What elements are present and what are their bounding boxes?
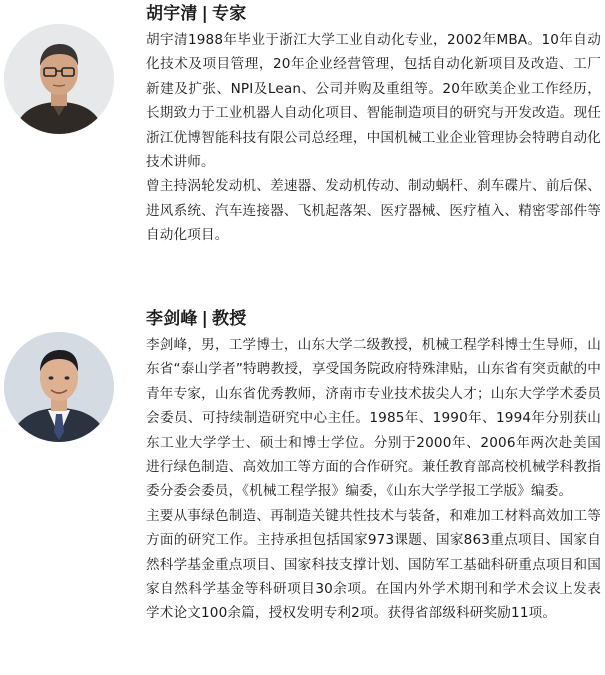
bio-paragraph: 胡宇清1988年毕业于浙江大学工业自动化专业，2002年MBA。10年自动化技术及项目管理，20年企业经营管理，包括自动化新项目及改造、工厂新建及扩张、NPI及Lean、公司并购及重组等。20年欧美企业工作经历，长期致力于工业机器人自动化项目、智能制造项目的研究与开发改造。现任浙江优博智能科技有限公司总经理，中国机械工业企业管理协会特聘自动化技术讲师。 — [146, 32, 601, 171]
bio-paragraph: 李剑峰，男，工学博士，山东大学二级教授，机械工程学科博士生导师，山东省“泰山学者”特聘教授，享受国务院政府特殊津贴，山东省有突贡献的中青年专家，山东省优秀教师，济南市专业技术拔尖人才；山东大学学术委员会委员、可持续制造研究中心主任。1985年、1990年、1994年分别获山东工业大学学士、硕士和博士学位。分别于2000年、2006年两次赴美国进行绿色制造、高效加工等方面的合作研究。兼任教育部高校机械学科教指委分委会委员，《机械工程学报》编委，《山东大学学报工学版》编委。 — [146, 337, 601, 500]
title-separator: | — [201, 309, 209, 329]
person-name: 胡宇清 — [146, 4, 198, 24]
person-role: 专家 — [212, 4, 247, 24]
avatar — [4, 332, 114, 442]
person-role: 教授 — [212, 309, 247, 329]
title-separator: | — [201, 4, 209, 24]
bio-paragraph: 曾主持涡轮发动机、差速器、发动机传动、制动蜗杆、刹车碟片、前后保、进风系统、汽车连接器、飞机起落架、医疗器械、医疗植入、精密零部件等自动化项目。 — [146, 178, 601, 244]
portrait-man-glasses-icon — [4, 24, 114, 134]
person-name: 李剑峰 — [146, 309, 198, 329]
portrait-man-suit-icon — [4, 332, 114, 442]
avatar — [4, 24, 114, 134]
bio-paragraph: 主要从事绿色制造、再制造关键共性技术与装备，和难加工材料高效加工等方面的研究工作。主持承担包括国家973课题、国家863重点项目、国家自然科学基金重点项目、国家科技支撑计划、国防军工基础科研重点项目和国家自然科学基金等科研项目30余项。在国内外学术期刊和学术会议上发表学术论文100余篇，授权发明专利2项。获得省部级科研奖励11项。 — [146, 507, 601, 622]
profile-title — [146, 307, 601, 331]
profile-title — [146, 2, 601, 26]
